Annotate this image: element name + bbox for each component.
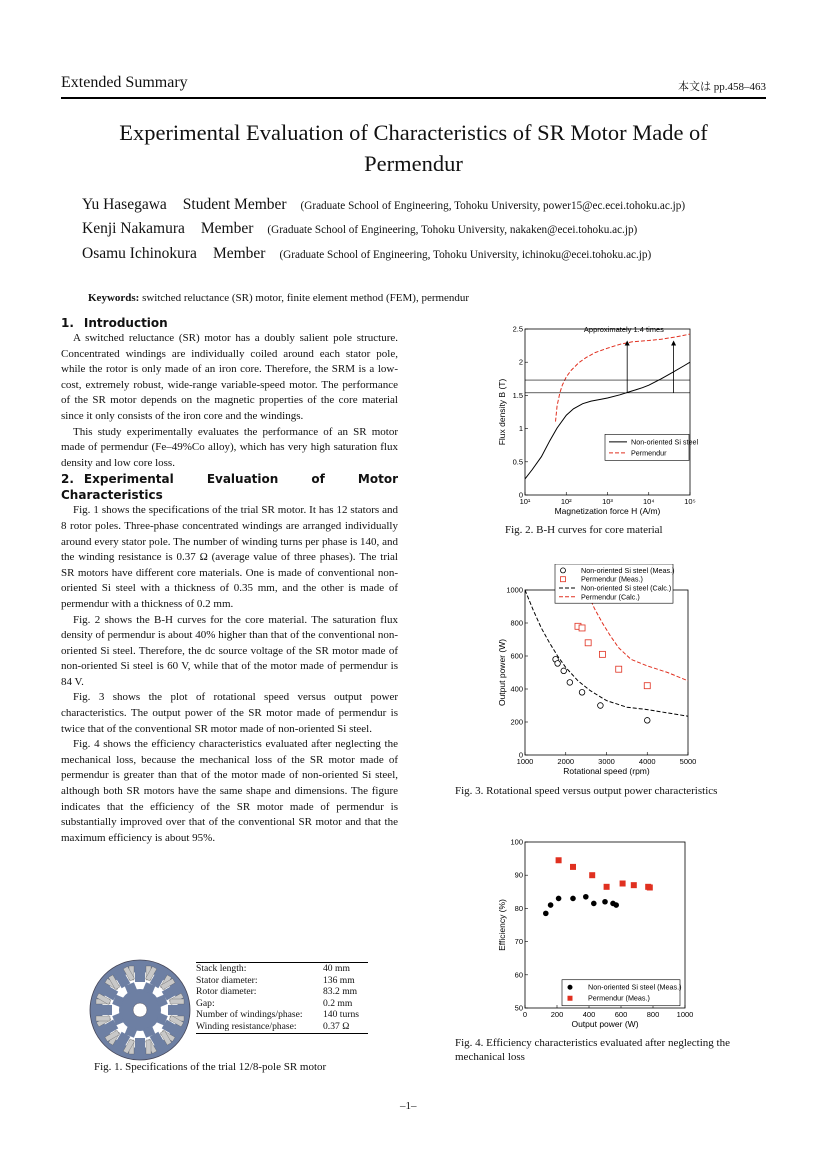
- x-tick-label: 2000: [557, 757, 575, 766]
- fig3-caption: Fig. 3. Rotational speed versus output power characteristics: [455, 785, 718, 797]
- page-number: –1–: [400, 1100, 417, 1112]
- y-tick-label: 100: [510, 837, 523, 847]
- data-point: [570, 864, 576, 870]
- data-point: [543, 911, 549, 917]
- y-tick-label: 0.5: [512, 457, 523, 467]
- y-tick-label: 800: [510, 618, 523, 628]
- arrow-head: [671, 340, 676, 345]
- y-tick-label: 0: [518, 750, 523, 760]
- data-point: [585, 640, 591, 646]
- fig2-caption: Fig. 2. B-H curves for core material: [505, 524, 663, 536]
- paragraph: A switched reluctance (SR) motor has a doubly salient pole structure. Concentrated windings are individually coiled around each stator pole, while the rotor is only made of an iron core. Therefore, the SRM is a low-cost, extremely robust, wide-range variable-speed motor. The performance of the SR motor depends on the magnetic properties of the core material since it only consists of the iron core and the windings.: [61, 332, 398, 422]
- data-point: [598, 703, 604, 709]
- data-point: [616, 666, 622, 672]
- data-point: [599, 651, 605, 657]
- bh-curve-chart: [490, 324, 710, 520]
- paragraph: Fig. 1 shows the specifications of the trial SR motor. It has 12 stators and 8 rotor poles. Three-phase concentrated windings are arranged individually around every stator pole. The number of winding turns per phase is 140, and the winding resistance is 0.37 Ω (average value of three phases). The trial SR motors have different core materials. One is made of conventional non-oriented Si steel with a thickness of 0.35 mm, and the other is made of permendur with a thickness of 0.2 mm.: [61, 504, 398, 610]
- series-line: [525, 590, 688, 716]
- speed-power-chart: [490, 564, 710, 782]
- x-tick-label: 4000: [638, 757, 656, 766]
- body-column: [61, 315, 398, 846]
- motor-cross-section-drawing: [88, 958, 192, 1062]
- series-line: [586, 590, 688, 681]
- author-affiliation: (Graduate School of Engineering, Tohoku University, power15@ec.ecei.tohoku.ac.jp): [300, 200, 686, 212]
- paragraph: This study experimentally evaluates the performance of an SR motor made of permendur (Fe–49%Co alloy), which has very high saturation flux density and low core loss.: [61, 425, 398, 469]
- legend-label: Permendur (Meas.): [581, 574, 643, 584]
- data-point: [561, 668, 567, 674]
- spec-table: [196, 962, 368, 1034]
- data-point: [620, 881, 626, 887]
- x-tick-label: 400: [582, 1010, 596, 1019]
- x-tick-label: 800: [646, 1010, 660, 1019]
- paper-title: Experimental Evaluation of Characteristics of SR Motor Made of Permendur: [119, 120, 708, 176]
- winding-coil: [170, 999, 184, 1004]
- header-rule: [61, 97, 766, 99]
- x-tick-label: 10⁵: [684, 497, 696, 506]
- spec-row: Stack length: 40 mm: [196, 963, 350, 974]
- data-point: [567, 680, 573, 686]
- data-point: [644, 683, 650, 689]
- y-tick-label: 1.5: [512, 390, 523, 400]
- legend-swatch: [568, 985, 573, 990]
- series-line: [525, 362, 690, 479]
- author-role: Member: [212, 245, 266, 262]
- y-tick-label: 80: [514, 903, 523, 913]
- y-tick-label: 2: [518, 357, 523, 367]
- data-point: [548, 902, 554, 908]
- fig1-caption: Fig. 1. Specifications of the trial 12/8-pole SR motor: [94, 1061, 327, 1073]
- annotation-label: Approximately 1.4 times: [583, 325, 664, 335]
- y-tick-label: 90: [514, 870, 523, 880]
- legend-label: Non-oriented Si steel: [631, 437, 699, 447]
- keywords: [88, 292, 469, 304]
- data-point: [604, 884, 610, 890]
- legend-label: Non-oriented Si steel (Meas.): [581, 565, 675, 575]
- y-tick-label: 400: [510, 684, 523, 694]
- author-affiliation: (Graduate School of Engineering, Tohoku University, ichinoku@ecei.tohoku.ac.jp): [279, 249, 652, 261]
- data-point: [613, 902, 619, 908]
- x-tick-label: 10¹: [519, 497, 531, 506]
- paragraph: Fig. 3 shows the plot of rotational speed versus output power characteristics. The output power of the SR motor made of permendur is twice that of the conventional SR motor made of non-oriented Si steel.: [61, 691, 398, 735]
- legend-swatch: [561, 577, 566, 582]
- author-role: Member: [200, 220, 254, 237]
- winding-coil: [146, 1040, 151, 1054]
- data-point: [556, 896, 562, 902]
- legend-swatch: [568, 996, 573, 1001]
- winding-coil: [96, 1016, 110, 1021]
- spec-row: Gap: 0.2 mm: [196, 997, 353, 1009]
- plot-frame: [525, 590, 688, 755]
- author-role: Student Member: [182, 196, 287, 213]
- keywords-label: Keywords:: [88, 292, 140, 304]
- data-point: [579, 625, 585, 631]
- legend-label: Permendur: [631, 448, 667, 458]
- x-tick-label: 3000: [598, 757, 615, 766]
- data-point: [591, 901, 597, 907]
- y-axis-label: Output power (W): [497, 638, 507, 707]
- legend-label: Non-oriented Si steel (Calc.): [581, 583, 672, 593]
- stator-pole: [94, 1005, 112, 1015]
- keywords-text: switched reluctance (SR) motor, finite element method (FEM), permendur: [142, 292, 470, 304]
- author-1: [82, 196, 685, 214]
- section-heading: 1. Introduction: [61, 316, 168, 330]
- stator-pole: [168, 1005, 186, 1015]
- data-point: [583, 894, 589, 900]
- author-name: Osamu Ichinokura: [82, 245, 197, 262]
- x-tick-label: 10²: [560, 497, 572, 506]
- x-axis-label: Magnetization force H (A/m): [554, 506, 661, 516]
- data-point: [644, 718, 650, 724]
- y-tick-label: 2.5: [512, 324, 523, 334]
- data-point: [602, 899, 608, 905]
- legend-swatch: [561, 568, 566, 573]
- author-2: [82, 220, 637, 238]
- x-tick-label: 1000: [676, 1010, 694, 1019]
- x-tick-label: 600: [614, 1010, 628, 1019]
- section-heading: 2. Experimental Evaluation of Motor Characteristics: [61, 472, 398, 503]
- paragraph: Fig. 2 shows the B-H curves for the core material. The saturation flux density of permendur is about 40% higher than that of the conventional non-oriented Si steel. Therefore, the dc source voltage of the SR motor made of non-oriented Si steel is 60 V, while that of the motor made of permendur is 84 V.: [61, 613, 398, 688]
- spec-row: Rotor diameter: 83.2 mm: [196, 986, 358, 998]
- header-left: Extended Summary: [61, 74, 188, 91]
- x-tick-label: 10³: [602, 497, 613, 506]
- y-axis-label: Efficiency (%): [497, 899, 507, 951]
- y-tick-label: 0: [518, 490, 523, 500]
- y-tick-label: 50: [514, 1003, 523, 1013]
- spec-row: Stator diameter: 136 mm: [196, 974, 355, 986]
- x-tick-label: 10⁴: [642, 497, 655, 506]
- y-tick-label: 600: [510, 651, 523, 661]
- y-tick-label: 1: [518, 424, 523, 434]
- data-point: [556, 857, 562, 863]
- data-point: [579, 690, 585, 696]
- data-point: [570, 896, 576, 902]
- y-tick-label: 1000: [506, 585, 523, 595]
- paragraph: Fig. 4 shows the efficiency characteristics evaluated after neglecting the mechanical loss, because the mechanical loss of the SR motor made of permendur is greater than that of the motor made of non-oriented Si steel, although both SR motors have the same shape and dimensions. The figure indicates that the efficiency of the SR motor made of permendur is substantially improved over that of the conventional SR motor and that the maximum efficiency is about 95%.: [61, 738, 398, 844]
- y-axis-label: Flux density B (T): [497, 378, 507, 446]
- efficiency-chart: [490, 834, 710, 1034]
- legend-label: Permendur (Calc.): [581, 592, 640, 602]
- author-name: Kenji Nakamura: [82, 220, 185, 237]
- spec-row: Winding resistance/phase: 0.37 Ω: [196, 1020, 350, 1032]
- fig4-caption: Fig. 4. Efficiency characteristics evaluated after neglecting the mechanical loss: [455, 1037, 730, 1063]
- y-tick-label: 200: [510, 717, 523, 727]
- y-tick-label: 60: [514, 970, 523, 980]
- x-axis-label: Rotational speed (rpm): [563, 766, 650, 776]
- header-right: 本文は pp.458–463: [678, 81, 766, 93]
- legend-label: Non-oriented Si steel (Meas.): [588, 982, 682, 992]
- data-point: [589, 872, 595, 878]
- spec-row: Number of windings/phase: 140 turns: [196, 1009, 359, 1021]
- x-tick-label: 200: [550, 1010, 564, 1019]
- shaft: [133, 1003, 147, 1017]
- author-3: [82, 245, 651, 263]
- x-tick-label: 5000: [679, 757, 697, 766]
- data-point: [647, 884, 653, 890]
- legend-label: Permendur (Meas.): [588, 993, 650, 1003]
- stator-pole: [135, 1038, 145, 1056]
- series-line: [556, 334, 691, 422]
- stator-pole: [135, 964, 145, 982]
- data-point: [555, 661, 561, 667]
- data-point: [631, 882, 637, 888]
- x-tick-label: 1000: [516, 757, 534, 766]
- x-axis-label: Output power (W): [571, 1019, 639, 1029]
- y-tick-label: 70: [514, 937, 523, 947]
- author-affiliation: (Graduate School of Engineering, Tohoku University, nakaken@ecei.tohoku.ac.jp): [267, 224, 638, 236]
- author-name: Yu Hasegawa: [82, 196, 167, 213]
- x-tick-label: 0: [522, 1010, 528, 1019]
- plot-frame: [525, 329, 690, 495]
